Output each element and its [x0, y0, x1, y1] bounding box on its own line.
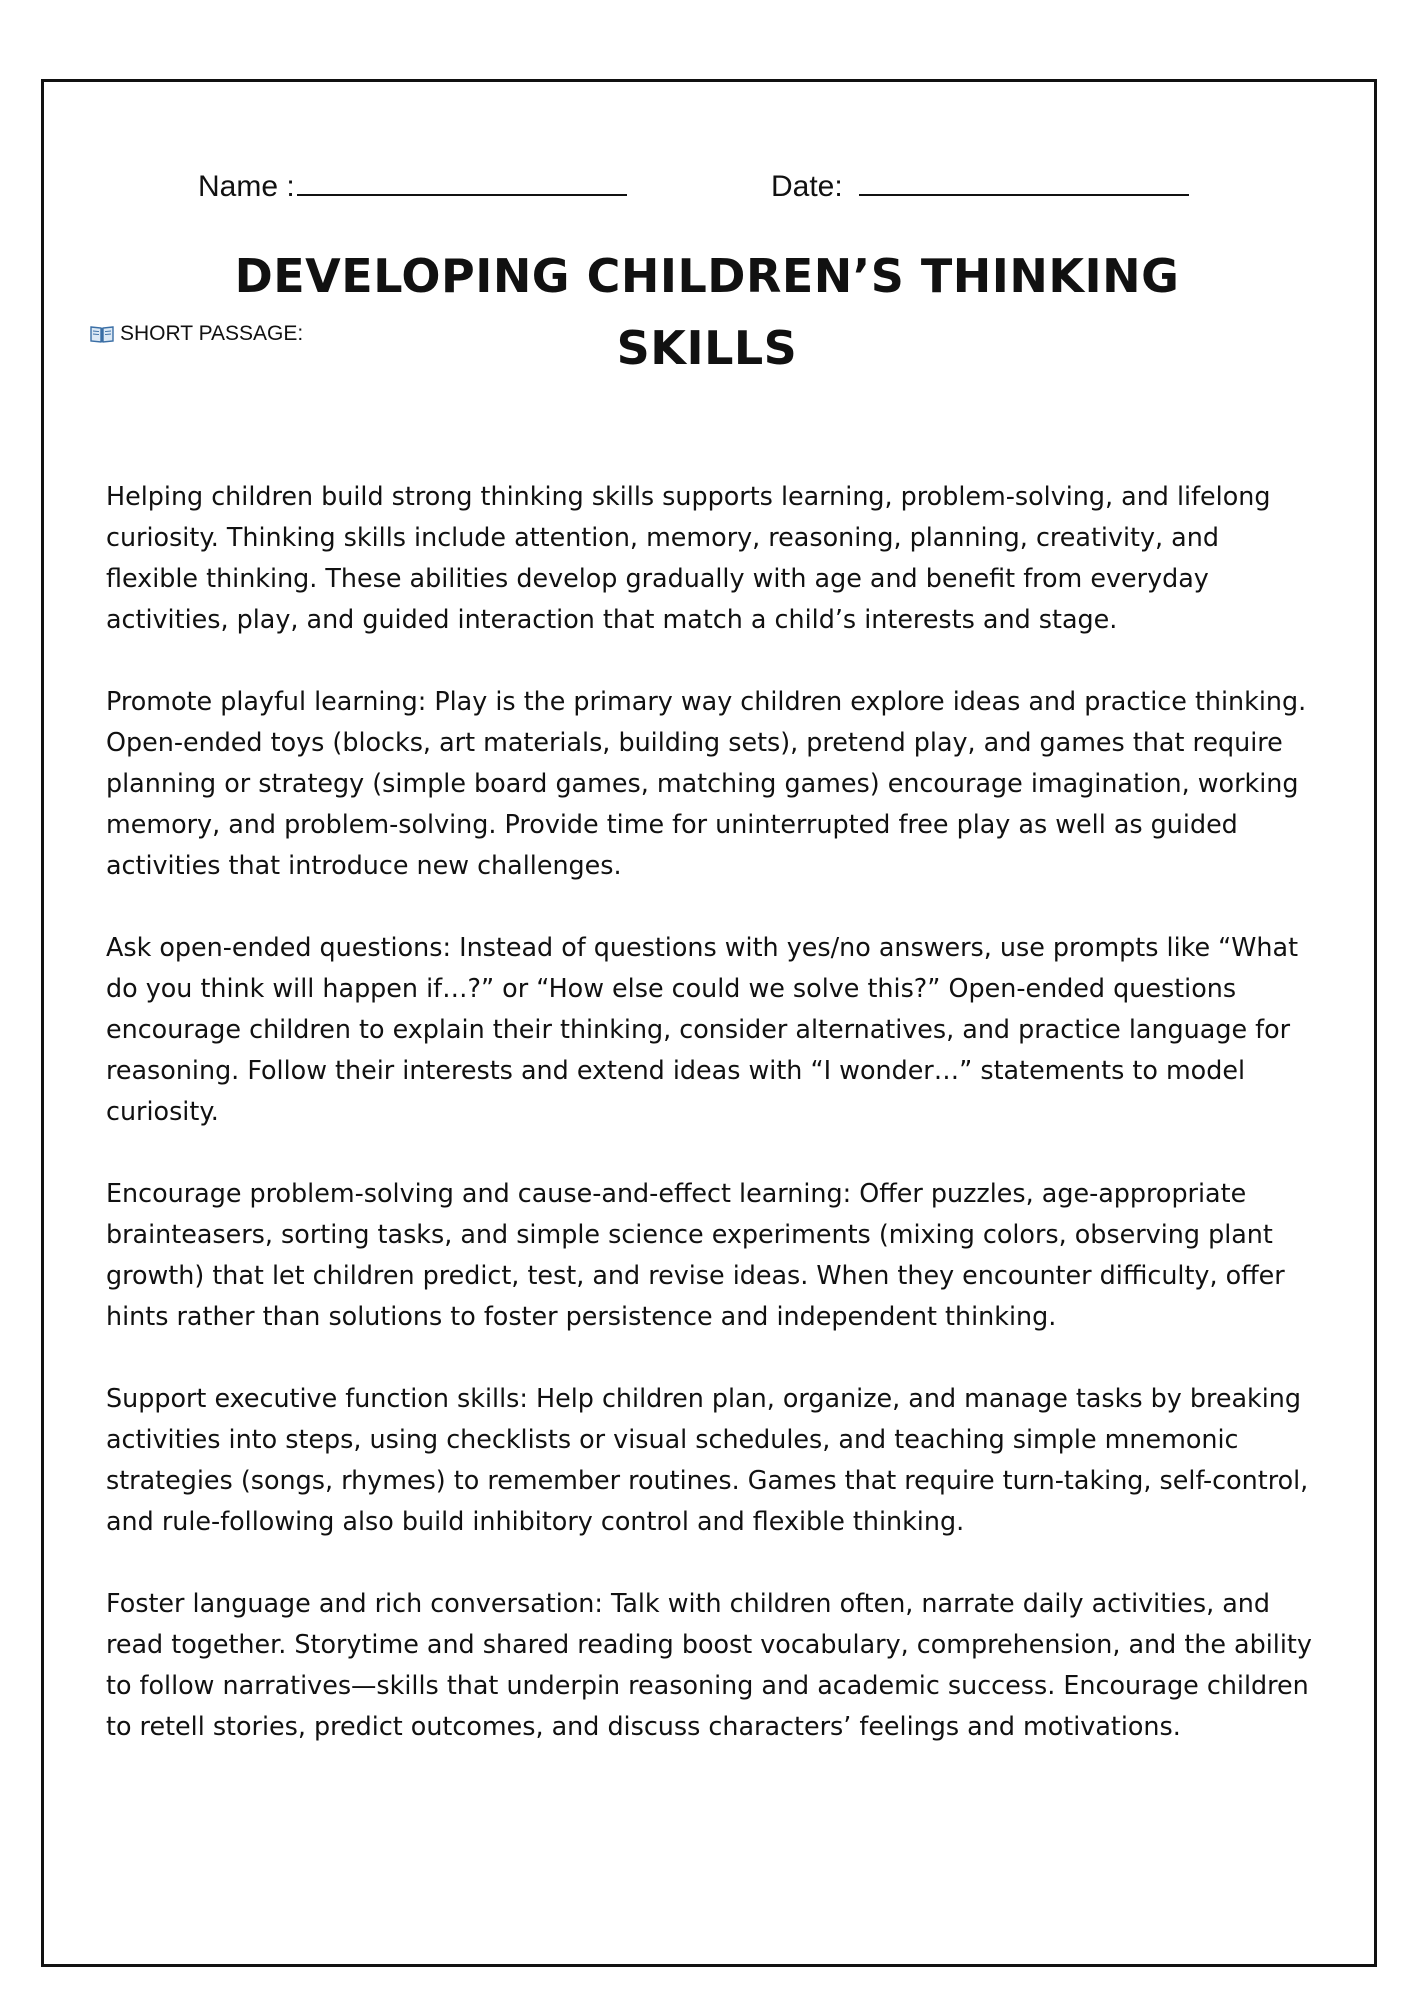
paragraph: Encourage problem-solving and cause-and-effect learning: Offer puzzles, age-appropriate brainteasers, sorting tasks, and simple science experiments (mixing colors, observing plant growth) that let children predict, test, and revise ideas. When they encounter difficulty, offer hints rather than solutions to foster persistence and independent thinking.: [106, 1178, 1285, 1331]
short-passage-label: [90, 321, 303, 347]
name-field[interactable]: [198, 160, 627, 204]
open-book-icon: [90, 325, 114, 343]
worksheet-title: DEVELOPING CHILDREN’S THINKING SKILLS: [234, 249, 1180, 375]
name-label: Name :: [198, 170, 295, 203]
date-input-line[interactable]: [859, 194, 1189, 196]
paragraph: Foster language and rich conversation: Talk with children often, narrate daily activities, and read together. Storytime and shared reading boost vocabulary, comprehension, and the ability to follow narratives—skills that underpin reasoning and academic success. Encourage children to retell stories, predict outcomes, and discuss characters’ feelings and motivations.: [106, 1588, 1312, 1741]
short-passage-text: SHORT PASSAGE:: [120, 322, 304, 345]
date-label: Date:: [771, 170, 843, 203]
paragraph: Promote playful learning: Play is the primary way children explore ideas and practice thinking. Open-ended toys (blocks, art materials, building sets), pretend play, and games that require planning or strategy (simple board games, matching games) encourage imagination, working memory, and problem-solving. Provide time for uninterrupted free play as well as guided activities that introduce new challenges.: [106, 686, 1307, 880]
date-field[interactable]: [771, 160, 1189, 204]
paragraph: Helping children build strong thinking skills supports learning, problem-solving, and lifelong curiosity. Thinking skills include attention, memory, reasoning, planning, creativity, and flexible thinking. These abilities develop gradually with age and benefit from everyday activities, play, and guided interaction that match a child’s interests and stage.: [106, 481, 1271, 634]
passage-body: [106, 476, 1316, 1788]
name-input-line[interactable]: [297, 194, 627, 196]
paragraph: Support executive function skills: Help children plan, organize, and manage tasks by breaking activities into steps, using checklists or visual schedules, and teaching simple mnemonic strategies (songs, rhymes) to remember routines. Games that require turn-taking, self-control, and rule-following also build inhibitory control and flexible thinking.: [106, 1383, 1309, 1536]
paragraph: Ask open-ended questions: Instead of questions with yes/no answers, use prompts like “What do you think will happen if…?” or “How else could we solve this?” Open-ended questions encourage children to explain their thinking, consider alternatives, and practice language for reasoning. Follow their interests and extend ideas with “I wonder…” statements to model curiosity.: [106, 932, 1299, 1126]
